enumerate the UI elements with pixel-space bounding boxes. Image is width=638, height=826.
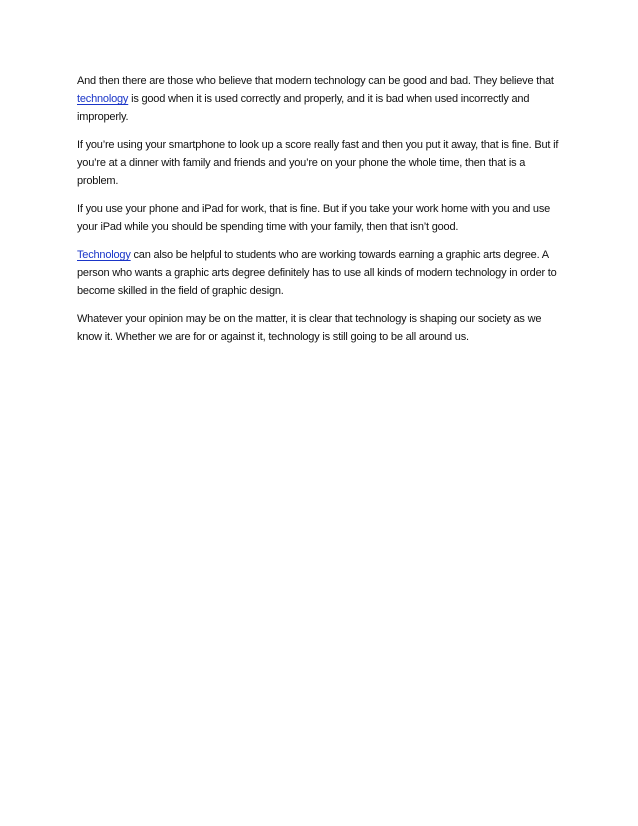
paragraph-2: If you’re using your smartphone to look up a score really fast and then you put it away, that is fine. But if you’re at a dinner with family and friends and you’re on your phone the whole time, then that is a problem. bbox=[77, 139, 559, 187]
paragraph-4 bbox=[77, 246, 568, 300]
technology-link[interactable]: technology bbox=[77, 93, 129, 105]
paragraph-1 bbox=[77, 72, 568, 126]
paragraph-5: Whatever your opinion may be on the matter, it is clear that technology is shaping our society as we know it. Whether we are for or against it, technology is still going to be all around us. bbox=[77, 313, 542, 343]
technology-link-2[interactable]: Technology bbox=[77, 249, 131, 261]
paragraph-1-text-end: is good when it is used correctly and properly, and it is bad when used incorrectly and improperly. bbox=[77, 93, 530, 123]
paragraph-4-text: can also be helpful to students who are working towards earning a graphic arts degree. A person who wants a graphic arts degree definitely has to use all kinds of modern technology in order to become skilled in the field of graphic design. bbox=[77, 249, 557, 297]
paragraph-3: If you use your phone and iPad for work, that is fine. But if you take your work home with you and use your iPad while you should be spending time with your family, then that isn’t good. bbox=[77, 203, 551, 233]
paragraph-1-text-start: And then there are those who believe that modern technology can be good and bad. They believe that bbox=[77, 75, 554, 87]
